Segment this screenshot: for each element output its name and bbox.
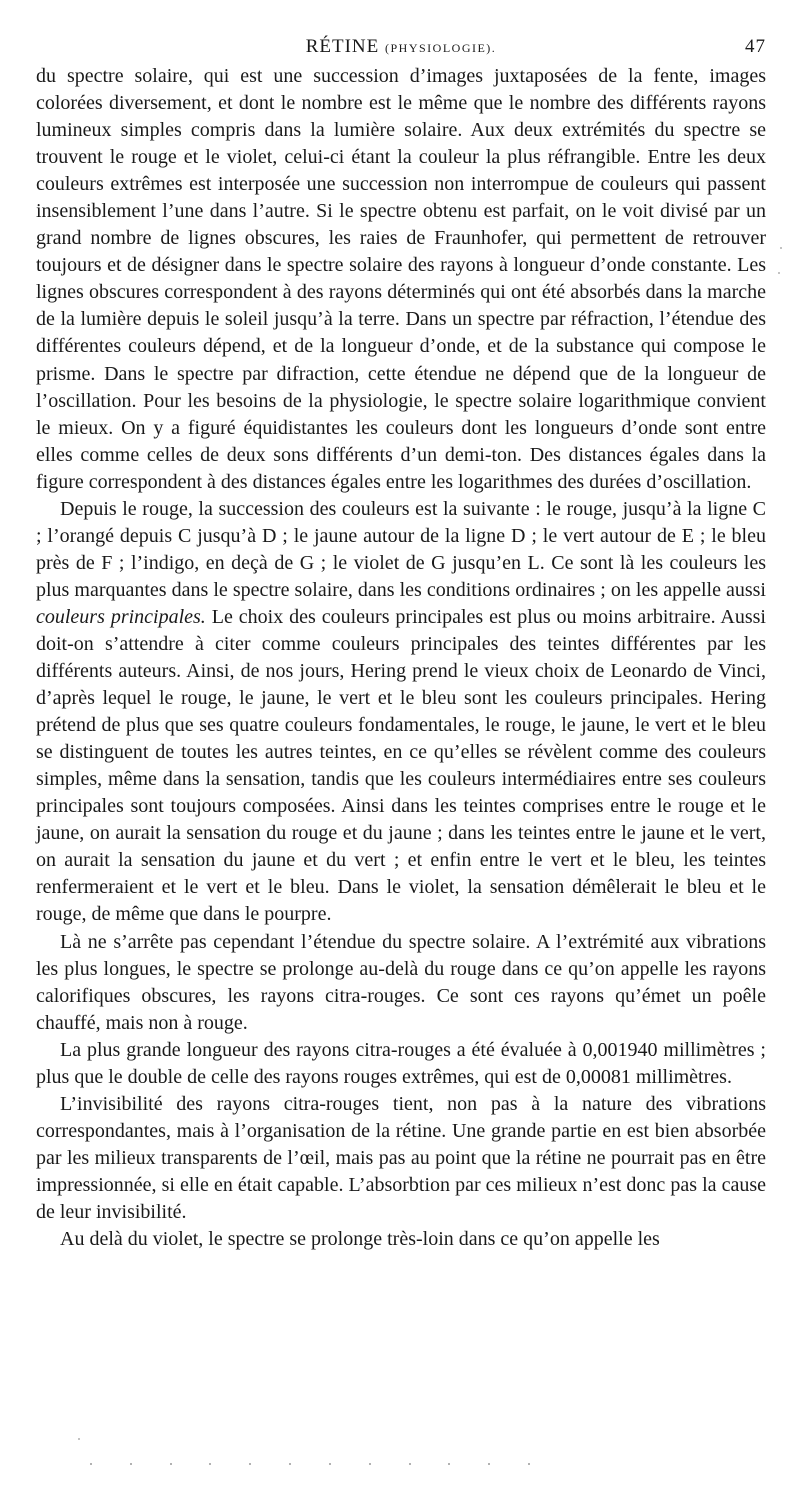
running-head xyxy=(36,36,766,60)
paragraph-spectre: du spectre solaire, qui est une succession d’images juxtaposées de la fente, images colorées diversement, et dont le nombre est le même que le nombre des différents rayons lumineux simples compris dans la lumière solaire. Aux deux extrémités du spectre se trouvent le rouge et le violet, celui-ci étant la couleur la plus réfrangible. Entre les deux couleurs extrêmes est interposée une succession non interrompue de couleurs qui passent insensiblement l’une dans l’autre. Si le spectre obtenu est parfait, on le voit divisé par un grand nombre de lignes obscures, les raies de Fraunhofer, qui permettent de retrouver toujours et de désigner dans le spectre solaire des rayons à longueur d’onde constante. Les lignes obscures correspondent à des rayons déterminés qui ont été absorbés dans la marche de la lumière depuis le soleil jusqu’à la terre. Dans un spectre par réfraction, l’étendue des différentes couleurs dépend, et de la longueur d’onde, et de la substance qui compose le prisme. Dans le spectre par difraction, cette étendue ne dépend que de la longueur de l’oscillation. Pour les besoins de la physiologie, le spectre solaire logarithmique convient le mieux. On y a figuré équidistantes les couleurs dont les longueurs d’onde sont entre elles comme celles de deux sons différents d’un demi-ton. Des distances égales dans la figure correspondent à des distances égales entre les logarithmes des durées d’oscillation. xyxy=(36,65,766,493)
emphasis-couleurs-principales: couleurs principales. xyxy=(36,605,206,628)
running-title-main: RÉTINE xyxy=(305,36,380,57)
running-title-subject: (PHYSIOLOGIE). xyxy=(384,41,497,55)
margin-speck xyxy=(778,272,780,274)
page-footer-specks xyxy=(90,1460,530,1468)
paragraph-au-dela-violet: Au delà du violet, le spectre se prolonge très-loin dans ce qu’on appelle les xyxy=(60,1228,660,1251)
margin-speck xyxy=(78,1438,80,1440)
paragraph-couleurs-principales-start: Depuis le rouge, la succession des couleurs est la suivante : le rouge, jusqu’à la ligne C ; l’orangé depuis C jusqu’à D ; le jaune autour de la ligne D ; le vert autour de E ; le bleu près de F ; l’indigo, en deçà de G ; le violet de G jusqu’en L. Ce sont là les couleurs les plus marquantes dans le spectre solaire, dans les conditions ordinaires ; on les appelle aussi xyxy=(36,497,766,601)
running-title xyxy=(36,36,766,58)
paragraph-couleurs-principales xyxy=(36,496,766,929)
page-number: 47 xyxy=(745,36,766,57)
paragraph-couleurs-principales-end: Le choix des couleurs principales est plus ou moins arbitraire. Aussi doit-on s’attendre à citer comme couleurs principales des teintes différentes par les différents auteurs. Ainsi, de nos jours, Hering prend le vieux choix de Leonardo de Vinci, d’après lequel le rouge, le jaune, le vert et le bleu sont les couleurs principales. Hering prétend de plus que ses quatre couleurs fondamentales, le rouge, le jaune, le vert et le bleu se distinguent de toutes les autres teintes, en ce qu’elles se révèlent comme des couleurs simples, même dans la sensation, tandis que les couleurs intermédiaires entre ses couleurs principales sont toujours composées. Ainsi dans les teintes comprises entre le rouge et le jaune, on aurait la sensation du rouge et du jaune ; dans les teintes entre le jaune et le vert, on aurait la sensation du jaune et du vert ; et enfin entre le vert et le bleu, les teintes renfermeraient et le vert et le bleu. Dans le violet, la sensation démêlerait le bleu et le rouge, de même que dans le pourpre. xyxy=(36,605,766,926)
paragraph-citra-rouges: Là ne s’arrête pas cependant l’étendue du spectre solaire. A l’extrémité aux vibrations les plus longues, le spectre se prolonge au-delà du rouge dans ce qu’on appelle les rayons calorifiques obscures, les rayons citra-rouges. Ce sont ces rayons qu’émet un poêle chauffé, mais non à rouge. xyxy=(36,930,766,1034)
body-text xyxy=(36,63,766,1253)
paragraph-longueur-citra-rouges: La plus grande longueur des rayons citra-rouges a été évaluée à 0,001940 millimètres ; plus que le double de celle des rayons rouges extrêmes, qui est de 0,00081 millimètres. xyxy=(36,1038,766,1088)
paragraph-invisibilite: L’invisibilité des rayons citra-rouges tient, non pas à la nature des vibrations correspondantes, mais à l’organisation de la rétine. Une grande partie en est bien absorbée par les milieux transparents de l’œil, mais pas au point que la rétine ne pourrait pas en être impressionnée, si elle en était capable. L’absorbtion par ces milieux n’est donc pas la cause de leur invisibilité. xyxy=(36,1092,766,1223)
margin-speck xyxy=(780,247,782,249)
